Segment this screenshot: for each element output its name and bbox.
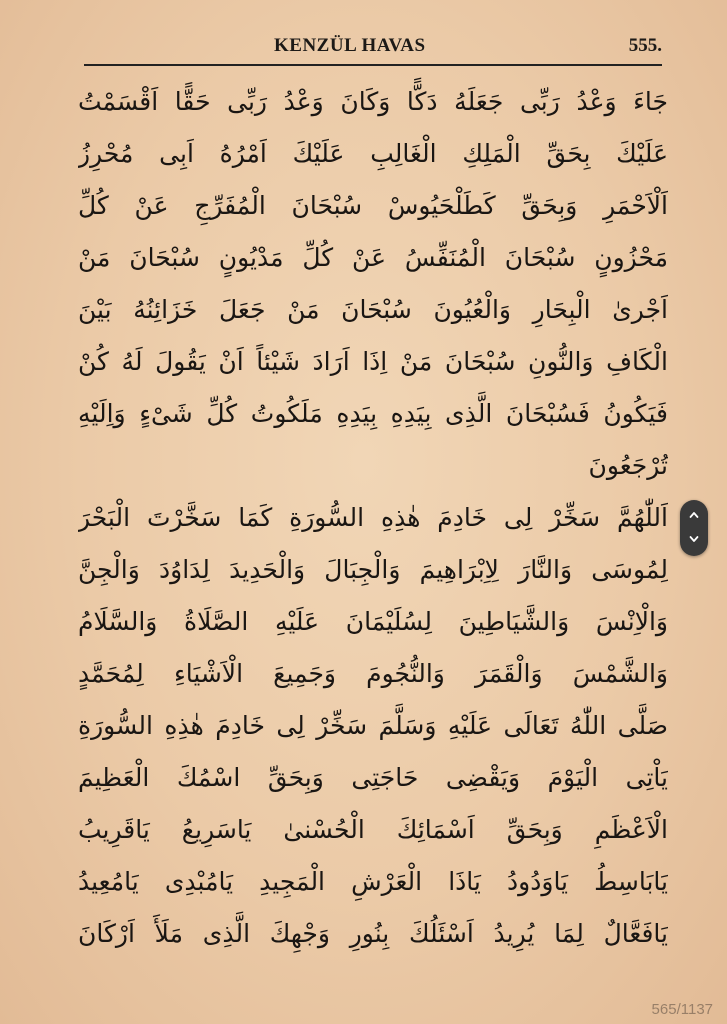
text-line: تُرْجَعُونَ [588, 451, 668, 480]
text-line: مَحْزُونٍ سُبْحَانَ الْمُنَفِّسُ عَنْ كُلِّ مَدْيُونٍ سُبْحَانَ مَنْ [78, 243, 668, 272]
text-line: صَلَّى اللّٰهُ تَعَالَى عَلَيْهِ وَسَلَّمَ سَخِّرْ لِى خَادِمَ هٰذِهِ السُّورَةِ [78, 711, 668, 740]
text-line: يَابَاسِطُ يَاوَدُودُ يَاذَا الْعَرْشِ الْمَجِيدِ يَامُبْدِى يَامُعِيدُ [78, 867, 668, 896]
text-line: وَالشَّمْسَ وَالْقَمَرَ وَالنُّجُومَ وَجَمِيعَ الْاَشْيَاءِ لِمُحَمَّدٍ [78, 659, 668, 688]
text-line: لِمُوسَى وَالنَّارَ لِاِبْرَاهِيمَ وَالْجِبَالَ وَالْحَدِيدَ لِدَاوُدَ وَالْجِنَّ [78, 555, 668, 584]
text-line: فَيَكُونُ فَسُبْحَانَ الَّذِى بِيَدِهِ بِيَدِهِ مَلَكُوتُ كُلِّ شَىْءٍ وَاِلَيْهِ [78, 399, 668, 428]
text-line: الْاَعْظَمِ وَبِحَقِّ اَسْمَائِكَ الْحُسْنىٰ يَاسَرِيعُ يَاقَرِيبُ [78, 815, 668, 844]
arabic-text-block [78, 76, 668, 960]
running-title: KENZÜL HAVAS [274, 35, 426, 56]
text-line: الْكَافِ وَالنُّونِ سُبْحَانَ مَنْ اِذَا اَرَادَ شَيْئاً اَنْ يَقُولَ لَهُ كُنْ [78, 347, 668, 376]
page-header [84, 34, 662, 66]
text-line: اَلْاَحْمَرِ وَبِحَقِّ كَطَلْحَيُوسْ سُبْحَانَ الْمُفَرِّجِ عَنْ كُلِّ [78, 191, 668, 220]
page-counter: 565/1137 [651, 1001, 713, 1018]
text-line: وَالْاِنْسَ وَالشَّيَاطِينَ لِسُلَيْمَانَ عَلَيْهِ الصَّلَاةُ وَالسَّلَامُ [78, 607, 668, 636]
chevron-up-icon[interactable] [689, 510, 699, 520]
text-line: يَافَعَّالٌ لِمَا يُرِيدُ اَسْئَلُكَ بِنُورِ وَجْهِكَ الَّذِى مَلَأَ اَرْكَانَ [78, 919, 668, 948]
text-line: عَلَيْكَ بِحَقِّ الْمَلِكِ الْغَالِبِ عَلَيْكَ اَمْرُهُ اَبِى مُحْرِزُ [78, 139, 668, 168]
text-line: اَجْرىٰ الْبِحَارِ وَالْعُيُونَ سُبْحَانَ مَنْ جَعَلَ خَزَائِنُهُ بَيْنَ [78, 295, 668, 324]
text-line: جَاءَ وَعْدُ رَبِّى جَعَلَهُ دَكًّا وَكَانَ وَعْدُ رَبِّى حَقًّا اَقْسَمْتُ [78, 87, 668, 116]
page-number: 555. [628, 35, 662, 56]
text-line: اَللّٰهُمَّ سَخِّرْ لِى خَادِمَ هٰذِهِ السُّورَةِ كَمَا سَخَّرْتَ الْبَحْرَ [78, 503, 668, 532]
text-line: يَاْتِى الْيَوْمَ وَيَقْضِى حَاجَتِى وَبِحَقِّ اسْمُكَ الْعَظِيمَ [78, 763, 668, 792]
chevron-down-icon[interactable] [689, 534, 699, 544]
page-scroll-control[interactable] [680, 500, 708, 556]
